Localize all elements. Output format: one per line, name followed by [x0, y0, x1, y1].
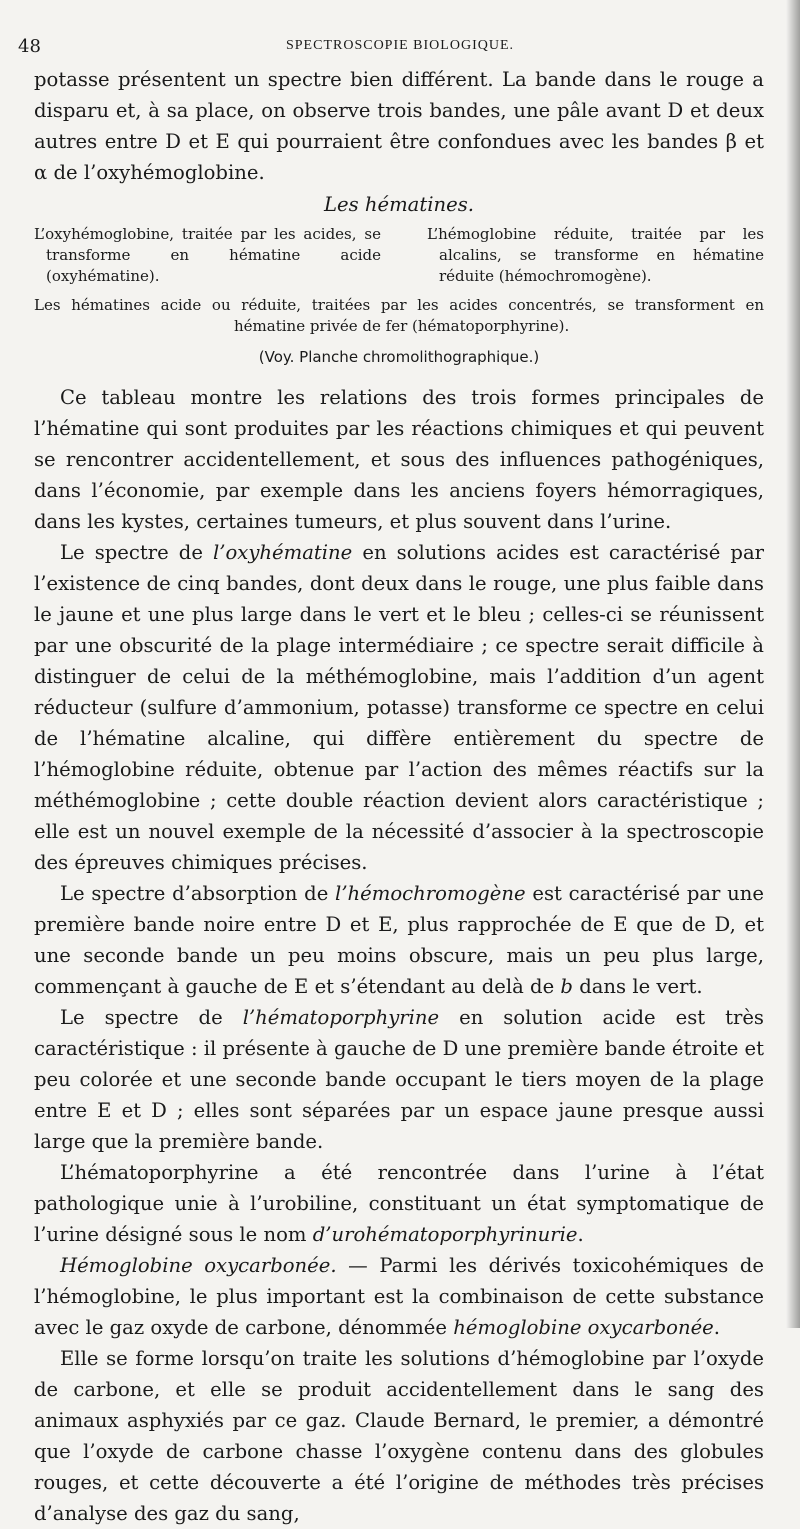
- paragraph-7: Elle se forme lorsqu’on traite les solutions d’hémoglobine par l’oxyde de carbone, et elle se produit accidentellement dans le sang des animaux asphyxiés par ce gaz. Claude Bernard, le premier, a démontré que l’oxyde de carbone chasse l’oxygène contenu dans des globules rouges, et cette découverte a été l’origine de méthodes très précises d’analyse des gaz du sang,: [34, 1347, 764, 1525]
- section-title: Les hématines.: [323, 193, 474, 216]
- table-bottom-cell: Les hématines acide ou réduite, traitées par les acides concentrés, se transforment en hématine privée de fer (hématoporphyrine).: [34, 296, 764, 335]
- paragraph-6: Hémoglobine oxycarbonée. — Parmi les dérivés toxicohémiques de l’hémoglobine, le plus important est la combinaison de cette substance avec le gaz oxyde de carbone, dénommée hémoglobine oxycarbonée.: [34, 1254, 764, 1339]
- paragraph-4: Le spectre de l’hématoporphyrine en solution acide est très caractéristique : il présente à gauche de D une première bande étroite et peu colorée et une seconde bande occupant le tiers moyen de la plage entre E et D ; elles sont séparées par un espace jaune presque aussi large que la première bande.: [34, 1006, 764, 1153]
- term-hemoglobine-oxycarbonee: hémoglobine oxycarbonée: [453, 1316, 714, 1339]
- hematine-table: [34, 224, 764, 287]
- subsection-title: Hémoglobine oxycarbonée.: [60, 1254, 337, 1277]
- term-urohematoporphyrinurie: d’urohématoporphyrinurie: [312, 1223, 578, 1246]
- running-title: SPECTROSCOPIE BIOLOGIQUE.: [285, 38, 514, 53]
- paragraph-2: Le spectre de l’oxyhématine en solutions acides est caractérisé par l’existence de cinq bandes, dont deux dans le rouge, une plus faible dans le jaune et une plus large dans le vert et le bleu ; celles-ci se réunissent par une obscurité de la plage intermédiaire ; ce spectre serait difficile à distinguer de celui de la méthémoglobine, mais l’addition d’un agent réducteur (sulfure d’ammonium, potasse) transforme ce spectre en celui de l’hématine alcaline, qui diffère entièrement du spectre de l’hémoglobine réduite, obtenue par l’action des mêmes réactifs sur la méthémoglobine ; cette double réaction devient alors caractéristique ; elle est un nouvel exemple de la nécessité d’associer à la spectroscopie des épreuves chimiques précises.: [34, 541, 765, 874]
- body-text: [34, 64, 764, 1529]
- page-edge-shadow: [786, 0, 800, 1328]
- table-left-cell: L’oxyhémoglobine, traitée par les acides, se transforme en hématine acide (oxyhématine).: [34, 225, 381, 285]
- paragraph-1: Ce tableau montre les relations des trois formes principales de l’hématine qui sont produites par les réactions chimiques et qui peuvent se rencontrer accidentellement, et sous des influences pathogéniques, dans l’économie, par exemple dans les anciens foyers hémorragiques, dans les kystes, certaines tumeurs, et plus souvent dans l’urine.: [34, 386, 764, 533]
- page-number: 48: [18, 36, 41, 57]
- term-hemochromogene: l’hémochromogène: [335, 882, 526, 905]
- term-oxyhematine: l’oxyhématine: [213, 541, 353, 564]
- plate-reference: (Voy. Planche chromolithographique.): [258, 348, 540, 366]
- table-right-cell: L’hémoglobine réduite, traitée par les alcalins, se transforme en hématine réduite (hémochromogène).: [427, 225, 764, 285]
- term-hematoporphyrine: l’hématoporphyrine: [242, 1006, 440, 1029]
- paragraph-5: L’hématoporphyrine a été rencontrée dans l’urine à l’état pathologique unie à l’urobiline, constituant un état symptomatique de l’urine désigné sous le nom d’urohématoporphyrinurie.: [34, 1161, 764, 1246]
- intro-paragraph: potasse présentent un spectre bien différent. La bande dans le rouge a disparu et, à sa place, on observe trois bandes, une pâle avant D et deux autres entre D et E qui pourraient être confondues avec les bandes β et α de l’oxyhémoglobine.: [34, 68, 764, 184]
- paragraph-3: Le spectre d’absorption de l’hémochromogène est caractérisé par une première bande noire entre D et E, plus rapprochée de E que de D, et une seconde bande un peu moins obscure, mais un peu plus large, commençant à gauche de E et s’étendant au delà de b dans le vert.: [34, 882, 764, 998]
